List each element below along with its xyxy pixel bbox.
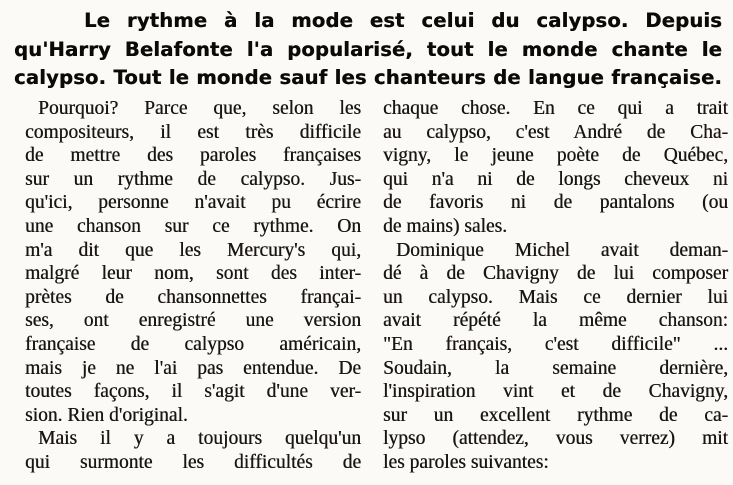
body-line: toutes façons, il s'agit d'une ver-: [25, 381, 361, 403]
body-line: ses, ont enregistré une version: [25, 310, 361, 332]
body-line: m'a dit que les Mercury's qui,: [25, 239, 361, 261]
body-line: au calypso, c'est André de Cha-: [383, 121, 728, 143]
body-line: mais je ne l'ai pas entendue. De: [25, 357, 361, 379]
body-line: malgré leur nom, sont des inter-: [25, 263, 361, 285]
body-line: de favoris ni de pantalons (ou: [383, 192, 728, 214]
body-line: avait répété la même chanson:: [383, 310, 728, 332]
body-line: de mains) sales.: [383, 215, 508, 237]
left-column: [25, 97, 361, 475]
right-column: [383, 97, 728, 475]
body-line: compositeurs, il est très difficile: [25, 121, 361, 143]
lede-paragraph: [14, 7, 722, 93]
body-line: prètes de chansonnettes françai-: [25, 286, 361, 308]
body-line: Pourquoi? Parce que, selon les: [38, 98, 361, 119]
lede-line: Le rythme à la mode est celui du calypso. Depuis: [84, 9, 722, 32]
body-line: vigny, le jeune poète de Québec,: [383, 145, 728, 167]
body-line: dé à de Chavigny de lui composer: [383, 263, 728, 285]
article-body: [25, 97, 728, 475]
lede-line: qu'Harry Belafonte l'a popularisé, tout le monde chante le: [14, 37, 722, 61]
body-line: chaque chose. En ce qui a trait: [383, 98, 728, 119]
body-line: "En français, c'est difficile" ...: [383, 333, 728, 355]
body-line: de mettre des paroles françaises: [25, 145, 361, 167]
body-line: Mais il y a toujours quelqu'un: [38, 428, 361, 450]
body-line: qui n'a ni de longs cheveux ni: [383, 168, 728, 190]
body-line: lypso (attendez, vous verrez) mit: [383, 428, 728, 450]
body-line: un calypso. Mais ce dernier lui: [383, 286, 728, 308]
lede-line: calypso. Tout le monde sauf les chanteurs de langue française.: [14, 66, 722, 89]
body-line: qu'ici, personne n'avait pu écrire: [25, 192, 361, 214]
body-line: qui surmonte les difficultés de: [25, 451, 361, 473]
body-line: Soudain, la semaine dernière,: [383, 357, 728, 379]
body-line: sur un rythme de calypso. Jus-: [25, 168, 361, 190]
body-line: sion. Rien d'original.: [25, 404, 188, 426]
body-line: sur un excellent rythme de ca-: [383, 404, 728, 426]
body-line: les paroles suivantes:: [383, 451, 549, 473]
body-line: Dominique Michel avait deman-: [396, 239, 728, 261]
body-line: l'inspiration vint et de Chavigny,: [383, 381, 728, 403]
body-line: française de calypso américain,: [25, 333, 361, 355]
body-line: une chanson sur ce rythme. On: [25, 215, 361, 237]
